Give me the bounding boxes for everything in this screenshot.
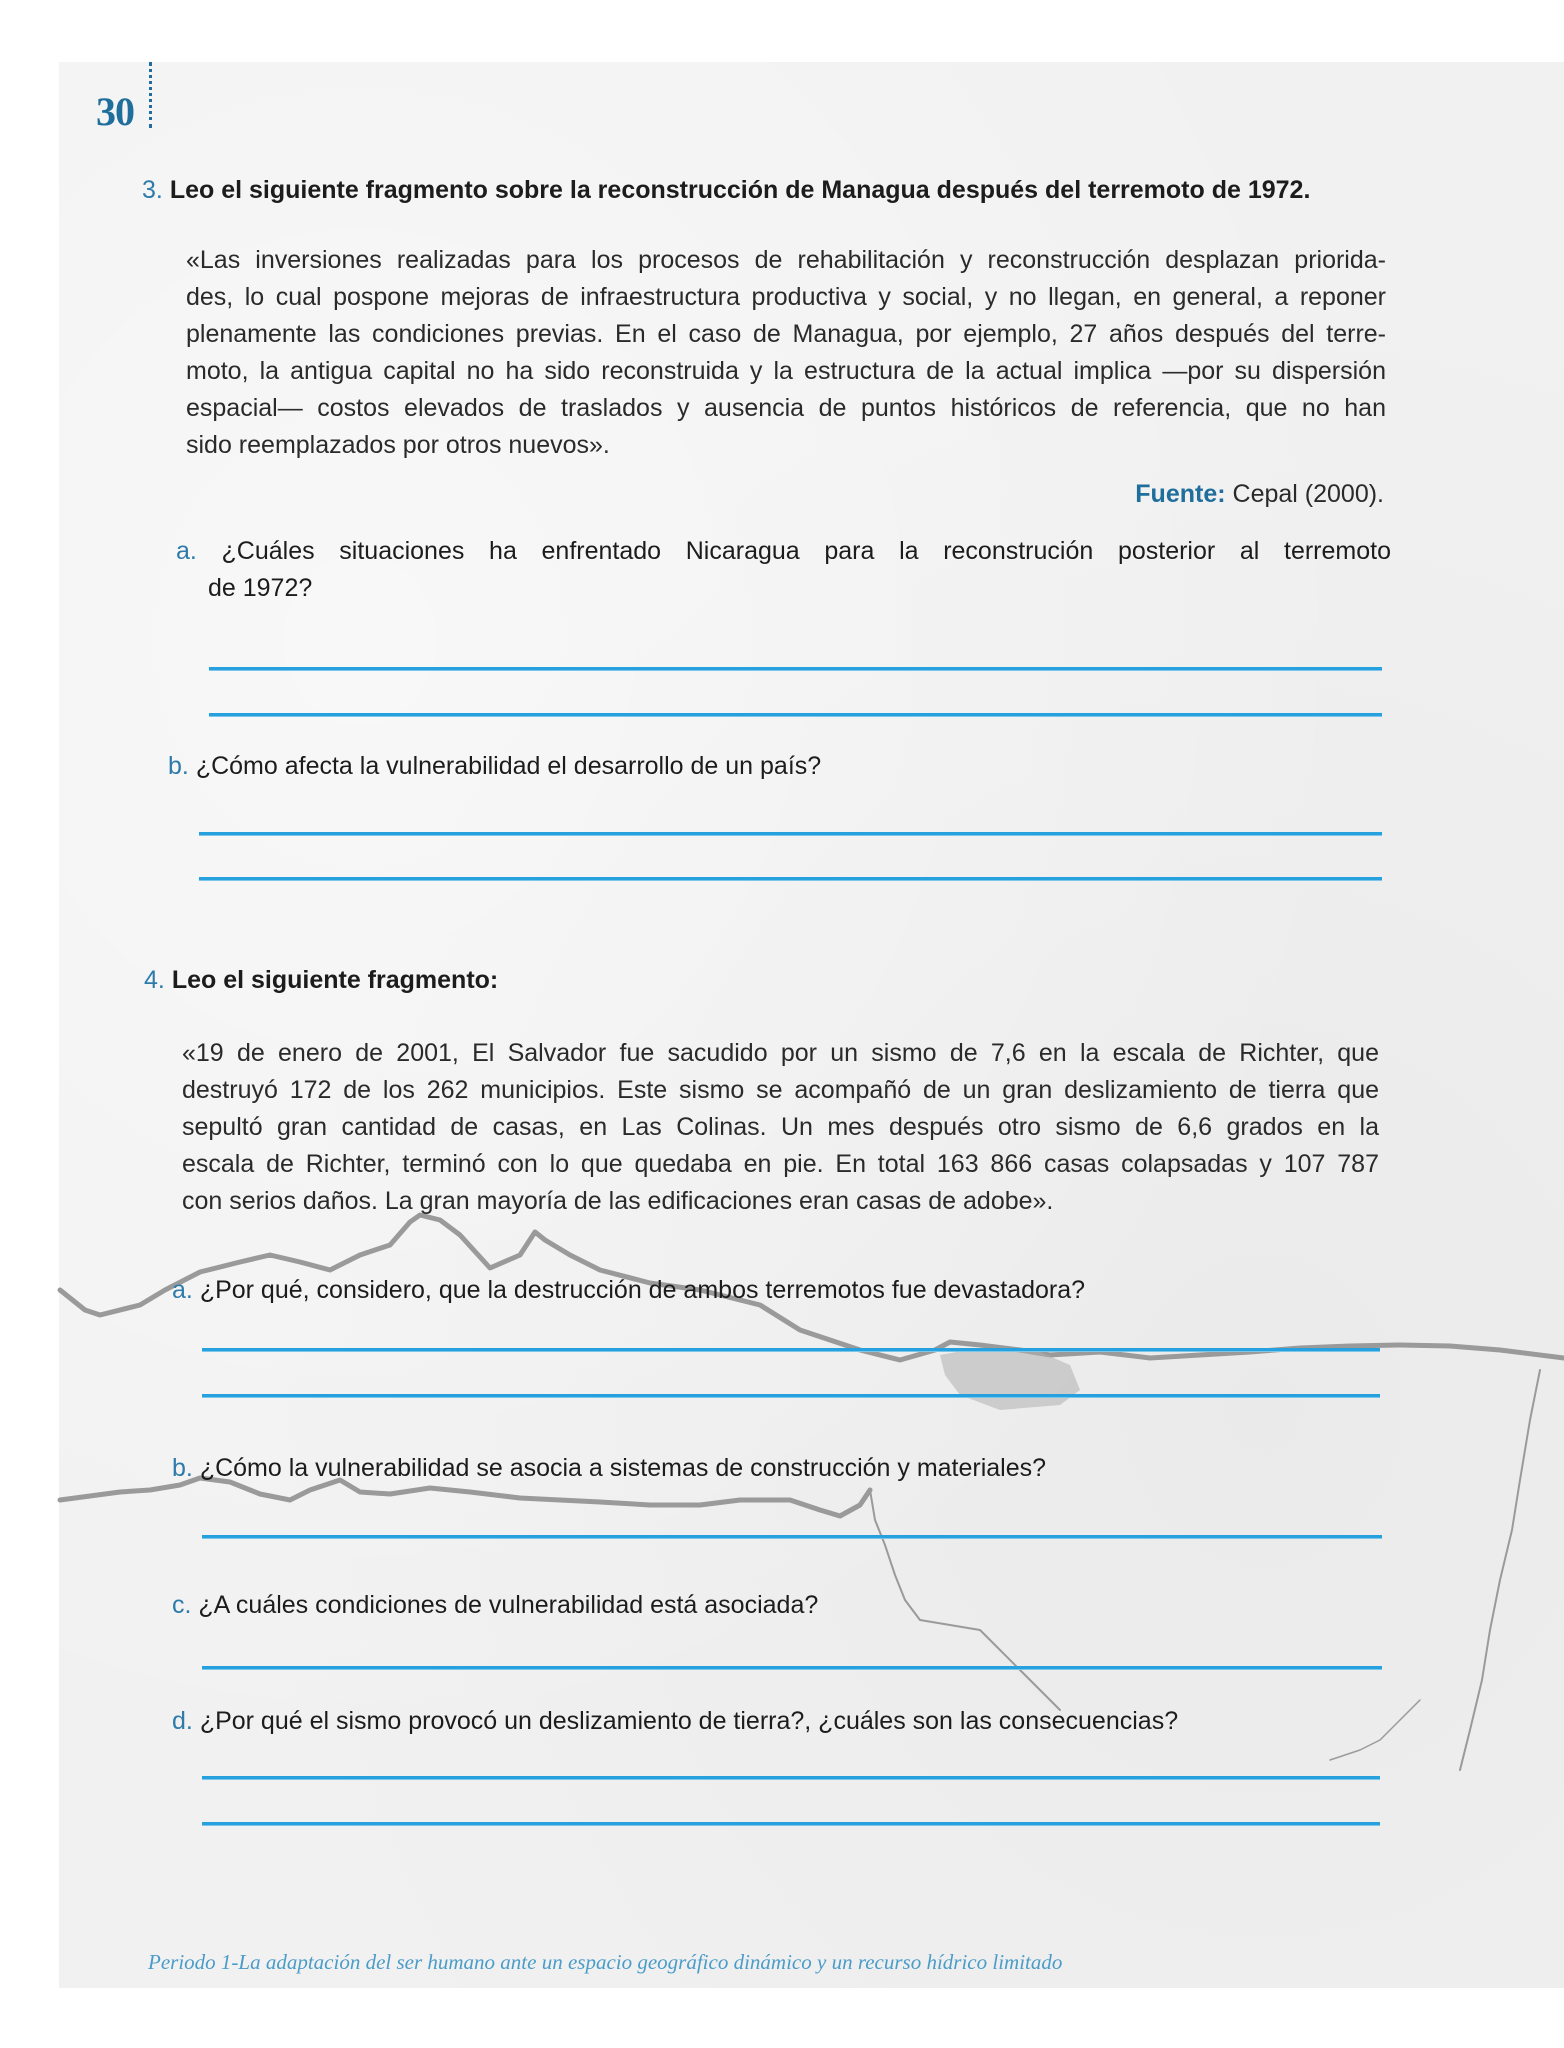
quote-line: sido reemplazados por otros nuevos». (186, 431, 610, 459)
section-3-heading-text: Leo el siguiente fragmento sobre la reconstrucción de Managua después del terremoto de 1972. (169, 176, 1311, 204)
question-text: ¿Por qué el sismo provocó un deslizamiento de tierra?, ¿cuáles son las consecuencias? (199, 1707, 1179, 1735)
question-letter: a. (176, 537, 197, 565)
answer-line[interactable] (202, 1394, 1380, 1398)
question-text: ¿A cuáles condiciones de vulnerabilidad está asociada? (198, 1591, 819, 1619)
question-letter: c. (172, 1591, 192, 1619)
section-3-number: 3. (142, 176, 163, 204)
section-3-heading (142, 176, 1310, 205)
page-footer: Periodo 1-La adaptación del ser humano ante un espacio geográfico dinámico y un recurso hídrico limitado (148, 1950, 1063, 1974)
question-text: ¿Cómo afecta la vulnerabilidad el desarrollo de un país? (195, 752, 822, 780)
answer-line[interactable] (209, 713, 1382, 717)
question-letter: b. (172, 1454, 193, 1482)
question-letter: a. (172, 1276, 193, 1304)
quote-line: sepultó gran cantidad de casas, en Las Colinas. Un mes después otro sismo de 6,6 grados en la (182, 1113, 1379, 1141)
question-text: ¿Por qué, considero, que la destrucción de ambos terremotos fue devastadora? (199, 1276, 1086, 1304)
section-3-question-a (176, 533, 1391, 607)
quote-line: espacial— costos elevados de traslados y ausencia de puntos históricos de referencia, que no han (186, 394, 1386, 422)
question-letter: b. (168, 752, 189, 780)
source-label: Fuente: (1135, 480, 1226, 508)
section-4-heading (144, 966, 498, 995)
question-letter: d. (172, 1707, 193, 1735)
question-text: ¿Cuáles situaciones ha enfrentado Nicaragua para la reconstrución posterior al terremoto (221, 537, 1391, 565)
page-number-divider (149, 62, 152, 128)
answer-line[interactable] (202, 1348, 1380, 1352)
quote-line: escala de Richter, terminó con lo que quedaba en pie. En total 163 866 casas colapsadas y 107 787 (182, 1150, 1379, 1178)
quote-line: «Las inversiones realizadas para los procesos de rehabilitación y reconstrucción desplazan priorida- (186, 246, 1386, 274)
section-4-question-c (172, 1587, 818, 1624)
section-3-question-b (168, 748, 821, 785)
question-text-continued: de 1972? (208, 574, 313, 602)
answer-line[interactable] (209, 667, 1382, 671)
section-4-number: 4. (144, 966, 165, 994)
quote-line: moto, la antigua capital no ha sido reconstruida y la estructura de la actual implica —por su dispersión (186, 357, 1386, 385)
section-4-heading-text: Leo el siguiente fragmento: (171, 966, 499, 994)
source-text: Cepal (2000). (1232, 480, 1384, 508)
answer-line[interactable] (202, 1535, 1382, 1539)
section-4-question-d (172, 1703, 1178, 1740)
quote-source (1135, 480, 1384, 509)
page-number: 30 (96, 89, 134, 134)
question-text: ¿Cómo la vulnerabilidad se asocia a sistemas de construcción y materiales? (199, 1454, 1047, 1482)
answer-line[interactable] (202, 1822, 1380, 1826)
answer-line[interactable] (199, 832, 1382, 836)
quote-line: «19 de enero de 2001, El Salvador fue sacudido por un sismo de 7,6 en la escala de Richter, que (182, 1039, 1379, 1067)
section-3-quote (186, 242, 1386, 464)
section-4-question-b (172, 1450, 1046, 1487)
quote-line: destruyó 172 de los 262 municipios. Este sismo se acompañó de un gran deslizamiento de tierra que (182, 1076, 1379, 1104)
quote-line: des, lo cual pospone mejoras de infraestructura productiva y social, y no llegan, en general, a reponer (186, 283, 1386, 311)
section-4-question-a (172, 1272, 1085, 1309)
quote-line: con serios daños. La gran mayoría de las edificaciones eran casas de adobe». (182, 1187, 1054, 1215)
answer-line[interactable] (199, 877, 1382, 881)
answer-line[interactable] (202, 1666, 1382, 1670)
answer-line[interactable] (202, 1776, 1380, 1780)
section-4-quote (182, 1035, 1379, 1220)
quote-line: plenamente las condiciones previas. En el caso de Managua, por ejemplo, 27 años después del terre- (186, 320, 1386, 348)
